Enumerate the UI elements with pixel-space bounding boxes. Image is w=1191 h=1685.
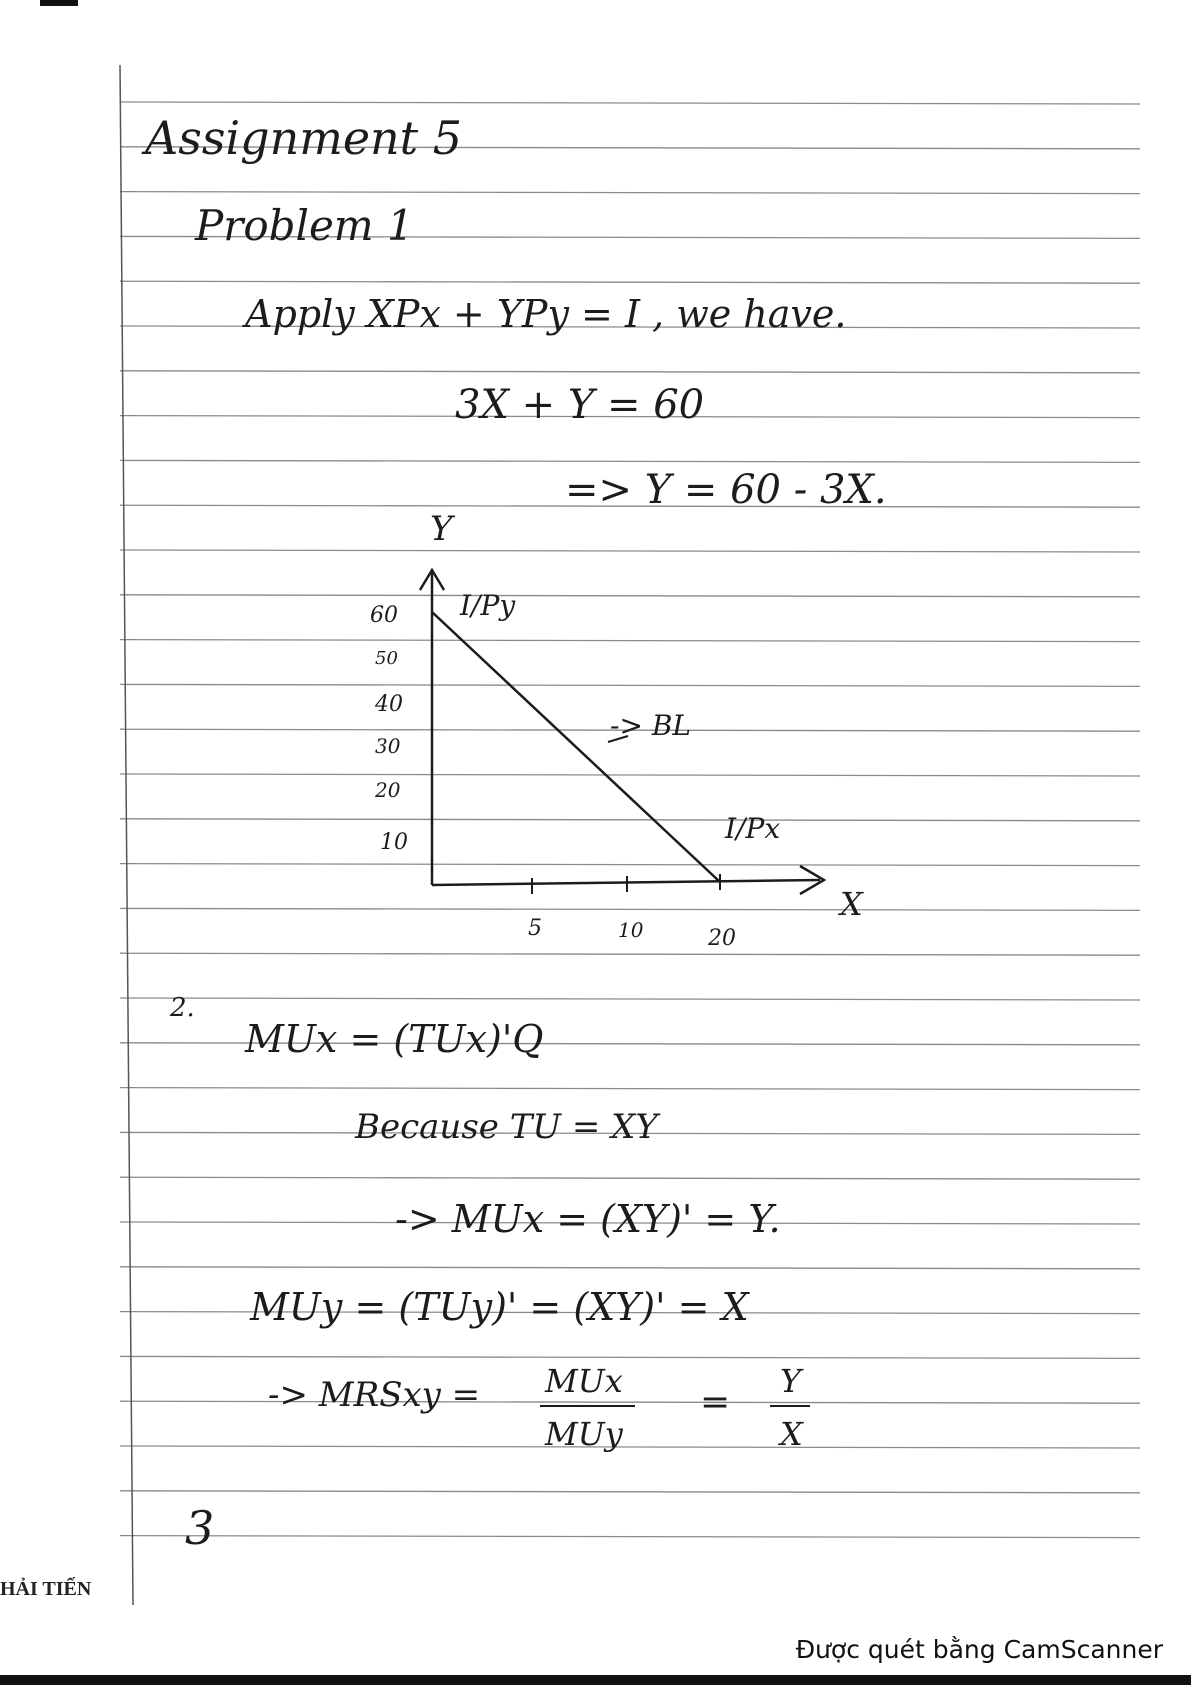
- x-tick-label-20: 20: [708, 926, 736, 951]
- x-axis-label: X: [840, 885, 863, 923]
- mrs-result-denominator: X: [780, 1415, 803, 1453]
- x-tick-label-10: 10: [618, 918, 644, 942]
- y-tick-label-40: 40: [375, 692, 403, 717]
- y-tick-label-10: 10: [380, 830, 408, 855]
- part-3-number: 3: [185, 1501, 215, 1555]
- mrs-numerator: MUx: [545, 1362, 623, 1400]
- y-intercept-label: I/Py: [460, 589, 516, 622]
- y-tick-label-50: 50: [375, 648, 398, 669]
- budget-line: [432, 612, 720, 882]
- budget-line-label: -> BL: [610, 709, 691, 742]
- part2-line-2: Because TU = XY: [355, 1107, 658, 1147]
- scan-bottom-edge: [0, 1675, 1191, 1685]
- mrs-equals: =: [700, 1382, 731, 1423]
- part2-line-1: MUx = (TUx)'Q: [245, 1017, 544, 1061]
- part-2-number: 2.: [170, 993, 195, 1023]
- part2-line-3: -> MUx = (XY)' = Y.: [395, 1197, 781, 1241]
- scanner-watermark: Được quét bằng CamScanner: [795, 1635, 1163, 1664]
- problem-heading: Problem 1: [195, 201, 414, 250]
- x-intercept-label: I/Px: [725, 812, 781, 845]
- equation-line-1: Apply XPx + YPy = I , we have.: [245, 292, 847, 336]
- mrs-fraction-bar: [540, 1405, 635, 1407]
- y-axis-label: Y: [430, 509, 453, 549]
- page-title: Assignment 5: [145, 111, 463, 165]
- equation-line-2: 3X + Y = 60: [455, 382, 705, 428]
- x-tick-label-5: 5: [528, 916, 542, 941]
- mrs-denominator: MUy: [545, 1415, 623, 1453]
- part2-line-4: MUy = (TUy)' = (XY)' = X: [250, 1285, 749, 1329]
- notebook-brand: HẢI TIẾN: [0, 1578, 92, 1600]
- equation-line-3: => Y = 60 - 3X.: [565, 467, 887, 513]
- y-tick-label-60: 60: [370, 603, 398, 628]
- y-tick-label-30: 30: [375, 734, 401, 758]
- mrs-result-bar: [770, 1405, 810, 1407]
- mrs-prefix: -> MRSxy =: [268, 1375, 481, 1415]
- mrs-result-numerator: Y: [780, 1362, 802, 1400]
- y-tick-label-20: 20: [375, 778, 401, 802]
